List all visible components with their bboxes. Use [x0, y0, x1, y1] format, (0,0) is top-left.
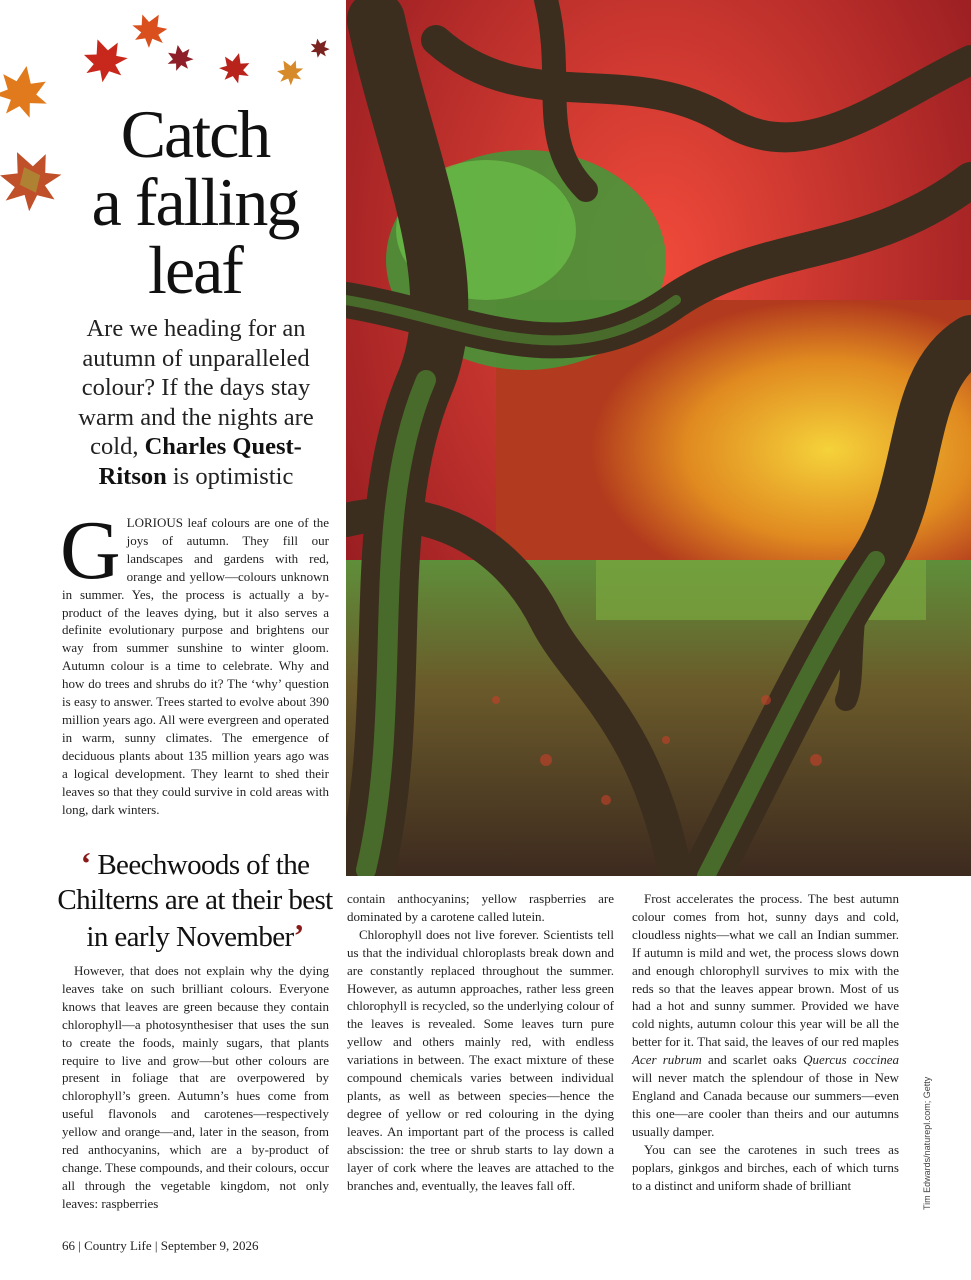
body-column-3 [632, 890, 899, 1194]
latin-name: Quercus coccinea [803, 1052, 900, 1068]
maple-leaf-icon [165, 43, 195, 72]
pull-quote-text: Beechwoods of the Chilterns are at their best in early November [57, 849, 333, 953]
body-paragraph: Frost accelerates the process. The best autumn colour comes from hot, sunny days and cold, cloudless nights—what we call an Indian summer. If autumn is mild and wet, the process slows down and enough chlorophyll survives to mix with the reds so that the leaves appear brown. Most of us had a hot and sunny summer. Provided we have cold nights, autumn colour this year will be all the better for it. That said, the leaves of our red maples Acer rubrum and scarlet oaks Quercus coccinea will never match the splendour of those in New England and Canada because our summers—even this one—are cooler than theirs and our autumns usually damper. [632, 891, 900, 1139]
intro-column [60, 504, 329, 818]
body-column-1 [62, 962, 329, 1213]
maple-leaf-icon [217, 49, 254, 85]
headline-line-1: Catch [120, 96, 270, 172]
body-paragraph: However, that does not explain why the dying leaves take on such brilliant colours. Everyone knows that leaves are green because they contain chlorophyll—a photosynthesiser that uses the sun to create the foods, mainly sugars, that plants require to live and grow—but other colours are present in foliage that are overpowered by chlorophyll’s green. Autumn’s hues come from useful flavonols and carotenes—respectively yellow and orange—and, later in the season, from red anthocyanins, which are a by-product of change. These compounds, and their colours, occur all through the vegetable kingdom, not only leaves: raspberries [62, 963, 329, 1211]
pull-quote [56, 846, 334, 955]
open-quote-mark: ‘ [80, 845, 91, 881]
close-quote-mark: ’ [293, 917, 304, 953]
intro-paragraph: GLORIOUS leaf colours are one of the joys of autumn. They fill our landscapes and gardens with red, orange and yellow—colours unknown in summer. Yes, the process is actually a by-product of the leaves dying, but it also serves a definite evolutionary purpose and brightens our way from summer sunshine to winter gloom. Autumn colour is a time to celebrate. Why and how do trees and shrubs do it? The ‘why’ question is easy to answer. Trees started to evolve about 390 million years ago. All were evergreen and operated in warm, sunny climates. The emergence of deciduous plants about 135 million years ago was a logical development. They learnt to shed their leaves so that they could survive in cold areas with long, dark winters. [60, 504, 329, 817]
standfirst [60, 314, 332, 491]
author-name: Charles Quest-Ritson [98, 433, 302, 490]
maple-leaf-icon [127, 6, 174, 53]
body-paragraph: Chlorophyll does not live forever. Scientists tell us that the individual chloroplasts break down and are constantly replaced throughout the summer. However, as autumn approaches, rather less green chlorophyll is recycled, so the underlying colour of the leaves is revealed. Some leaves turn pure yellow and others mainly red, with endless variations in between. The exact mixture of these compound chemicals varies between individual plants, as well as between species—hence the degree of yellow or red colouring in the dying leaves. An important part of the process is called abscission: the tree or shrub starts to lay down a layer of cork where the leaves are attached to the branches and, eventually, the leaves fall off. [347, 926, 614, 1193]
maple-leaf-icon [272, 54, 307, 89]
japanese-maple-trees-autumn-photo [346, 0, 971, 876]
photo-credit: Tim Edwards/naturepl.com; Getty [922, 1076, 932, 1210]
headline-line-2: a falling [91, 164, 299, 240]
standfirst-tail: is optimistic [172, 462, 294, 490]
body-column-2 [347, 890, 614, 1194]
headline [40, 96, 350, 308]
standfirst-text: Are we heading for an autumn of unparalleled colour? If the days stay warm and the nights are cold, [78, 315, 314, 460]
body-paragraph: You can see the carotenes in such trees as poplars, ginkgos and birches, each of which turns to a distinct and uniform shade of brilliant [632, 1141, 899, 1193]
maple-leaf-icon [77, 32, 133, 87]
latin-name: Acer rubrum [632, 1052, 702, 1068]
maple-leaf-icon [307, 34, 334, 61]
drop-cap: G [60, 504, 121, 597]
headline-line-3: leaf [148, 232, 242, 308]
page-footer: 66 | Country Life | September 9, 2026 [62, 1238, 259, 1253]
body-paragraph: contain anthocyanins; yellow raspberries are dominated by a carotene called lutein. [347, 891, 614, 924]
